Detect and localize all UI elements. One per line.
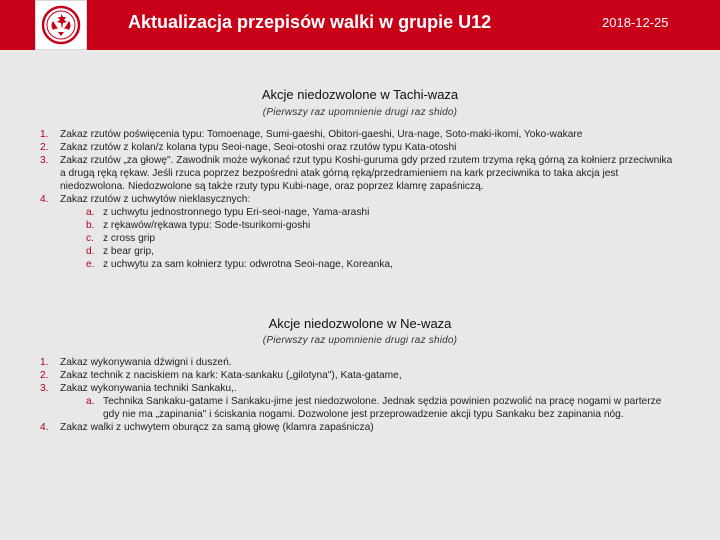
sub-list-letter: d.	[86, 246, 95, 257]
list-item	[40, 356, 680, 369]
list-item	[40, 141, 680, 154]
sub-list-item-text: z bear grip,	[103, 246, 154, 257]
sub-list	[60, 206, 680, 271]
sub-list-item-text: z uchwytu jednostronnego typu Eri-seoi-nage, Yama-arashi	[103, 207, 370, 218]
list-item-text: Zakaz rzutów z kolan/z kolana typu Seoi-nage, Seoi-otoshi oraz rzutów typu Kata-otoshi	[60, 142, 457, 153]
section-title-ne-waza: Akcje niedozwolone w Ne-waza	[268, 316, 452, 331]
list-item	[40, 369, 680, 382]
list-item-text: Zakaz wykonywania dźwigni i duszeń.	[60, 357, 232, 368]
list-number: 3.	[40, 383, 49, 394]
sub-list	[60, 395, 680, 421]
list-item-text: Zakaz technik z naciskiem na kark: Kata-sankaku („gilotyna"), Kata-gatame,	[60, 370, 402, 381]
sub-list-item-text: z rękawów/rękawa typu: Sode-tsurikomi-goshi	[103, 220, 311, 231]
list-item	[40, 128, 680, 141]
header-bar	[0, 0, 720, 50]
sub-list-item	[60, 245, 680, 258]
list-number: 2.	[40, 370, 49, 381]
sub-list-item	[60, 258, 680, 271]
sub-list-letter: e.	[86, 259, 95, 270]
sub-list-letter: a.	[86, 396, 95, 407]
list-item	[40, 193, 680, 271]
eagle-emblem-icon	[36, 1, 86, 49]
tachi-waza-list	[40, 128, 680, 271]
sub-list-item	[60, 395, 680, 421]
sub-list-letter: b.	[86, 220, 95, 231]
list-item-text: Zakaz walki z uchwytem oburącz za samą głowę (klamra zapaśnicza)	[60, 422, 374, 433]
ne-waza-list	[40, 356, 680, 434]
sub-list-item	[60, 219, 680, 232]
sub-list-item	[60, 206, 680, 219]
list-number: 4.	[40, 422, 49, 433]
list-number: 1.	[40, 129, 49, 140]
list-item	[40, 154, 680, 193]
section-subtitle-ne-waza: (Pierwszy raz upomnienie drugi raz shido)	[262, 335, 458, 346]
sub-list-letter: c.	[86, 233, 94, 244]
list-number: 4.	[40, 194, 49, 205]
list-number: 3.	[40, 155, 49, 166]
section-title-tachi-waza: Akcje niedozwolone w Tachi-waza	[261, 87, 459, 102]
sub-list-letter: a.	[86, 207, 95, 218]
sub-list-item-text: Technika Sankaku-gatame i Sankaku-jime jest niedozwolone. Jednak sędzia powinien pozwolić na pracę nogami w parterze gdy nie ma „zapinania" i ściskania nogami. Dozwolone jest przeprowadzenie akcji typu Sankaku bez zapinania nóg.	[103, 396, 662, 420]
sub-list-item-text: z uchwytu za sam kołnierz typu: odwrotna Seoi-nage, Koreanka,	[103, 259, 393, 270]
date-label: 2018-12-25	[602, 15, 669, 30]
list-item-text: Zakaz rzutów „za głowę". Zawodnik może wykonać rzut typu Koshi-guruma gdy przed rzutem trzyma ręką górną za kołnierz przeciwnika a drugą ręką rękaw. Jeśli rzuca poprzez bezpośredni atak górną ręką/przedramieniem na kark przeciwnika to taka akcja jest niedozwolona. Niedozwolone są także rzuty typu Kubi-nage, oraz poprzez klamrę zapaśniczą.	[60, 155, 673, 192]
list-number: 2.	[40, 142, 49, 153]
list-number: 1.	[40, 357, 49, 368]
list-item-text: Zakaz wykonywania techniki Sankaku,.	[60, 383, 237, 394]
list-item-text: Zakaz rzutów z uchwytów nieklasycznych:	[60, 194, 251, 205]
list-item	[40, 382, 680, 421]
section-subtitle-tachi-waza: (Pierwszy raz upomnienie drugi raz shido)	[262, 107, 458, 118]
sub-list-item	[60, 232, 680, 245]
page-title: Aktualizacja przepisów walki w grupie U12	[128, 12, 492, 32]
list-item-text: Zakaz rzutów poświęcenia typu: Tomoenage, Sumi-gaeshi, Obitori-gaeshi, Ura-nage, Soto-maki-ikomi, Yoko-wakare	[60, 129, 583, 140]
sub-list-item-text: z cross grip	[103, 233, 156, 244]
club-logo	[35, 0, 87, 50]
slide-content	[0, 50, 720, 540]
list-item	[40, 421, 680, 434]
